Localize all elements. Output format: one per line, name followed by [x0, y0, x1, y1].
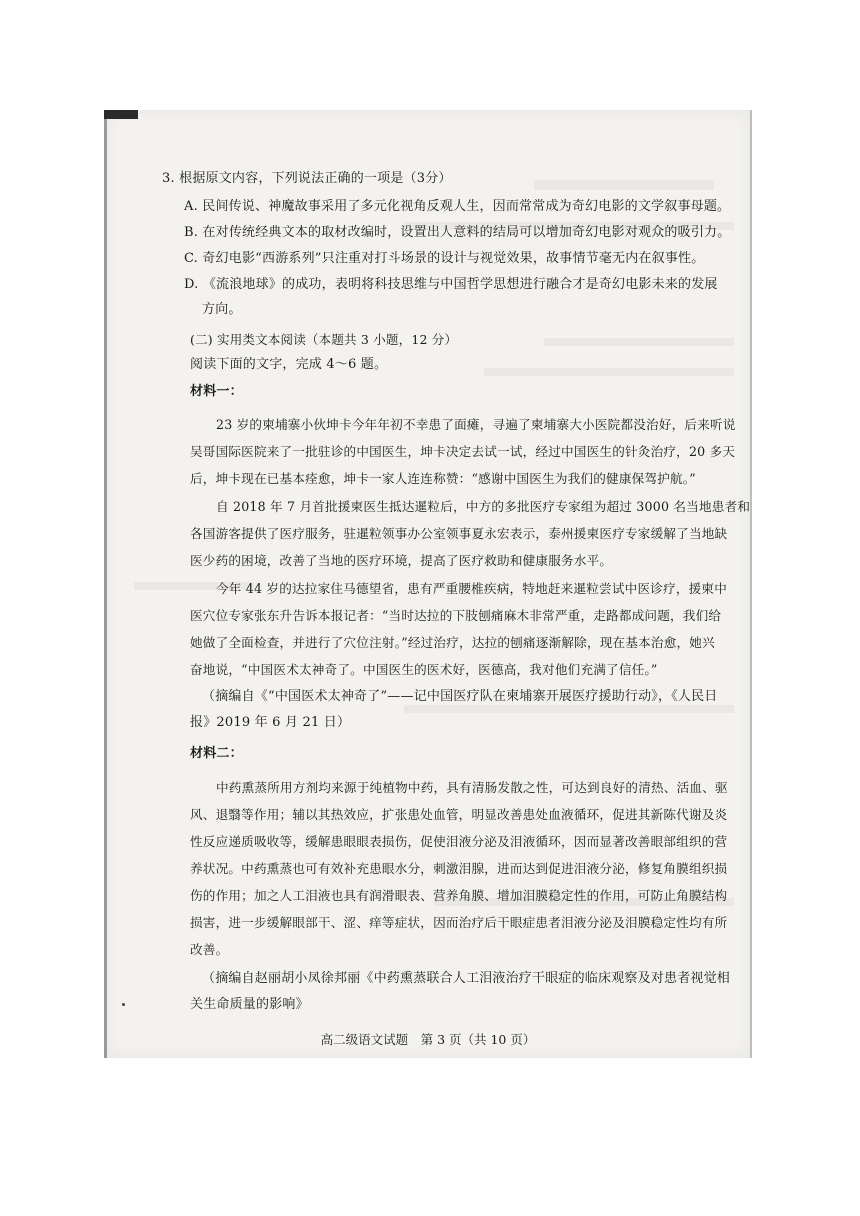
material-2-source: （摘编自赵丽胡小凤徐邦丽《中药熏蒸联合人工泪液治疗干眼症的临床观察及对患者视觉相 [202, 971, 731, 986]
scan-edge-left [104, 110, 107, 1058]
section-heading: (二) 实用类文本阅读（本题共 3 小题，12 分） [190, 332, 458, 347]
page-footer: 高二级语文试题 第 3 页（共 10 页） [320, 1032, 536, 1047]
bleed-through-mark [404, 705, 734, 713]
material-2-line: 中药熏蒸所用方剂均来源于纯植物中药，具有清肠发散之性，可达到良好的清热、活血、驱 [216, 780, 728, 795]
material-1-line: 医少药的困境，改善了当地的医疗环境，提高了医疗救助和健康服务水平。 [190, 553, 613, 568]
material-2-line: 伤的作用；加之人工泪液也具有润滑眼表、营养角膜、增加泪膜稳定性的作用，可防止角膜结构 [190, 888, 728, 903]
bleed-through-mark [544, 338, 734, 346]
bleed-through-mark [484, 368, 734, 376]
material-1-line: 后，坤卡现在已基本痊愈，坤卡一家人连连称赞：“感谢中国医生为我们的健康保驾护航。” [190, 471, 696, 486]
material-1-line: 医穴位专家张东升告诉本报记者：“当时达拉的下肢刨痛麻木非常严重，走路都成问题，我们给 [190, 608, 722, 623]
material-2-source-continued: 关生命质量的影响》 [190, 997, 309, 1012]
material-2-label: 材料二： [190, 746, 243, 761]
scanned-page [104, 110, 752, 1058]
scan-edge-right [750, 110, 752, 1058]
question-3-stem: 3. 根据原文内容，下列说法正确的一项是（3分） [162, 171, 452, 186]
question-3-option-a: A. 民间传说、神魔故事采用了多元化视角反观人生，因而常常成为奇幻电影的文学叙事母题。 [184, 199, 731, 214]
material-1-line: 各国游客提供了医疗服务，驻暹粒领事办公室领事夏永宏表示，泰州援柬医疗专家缓解了当地缺 [190, 526, 728, 541]
question-3-option-b: B. 在对传统经典文本的取材改编时，设置出人意料的结局可以增加奇幻电影对观众的吸引力。 [184, 225, 731, 240]
material-2-line: 改善。 [190, 942, 229, 957]
bleed-through-mark [534, 180, 714, 190]
question-3-option-d: D. 《流浪地球》的成功，表明将科技思维与中国哲学思想进行融合才是奇幻电影未来的发展 [184, 277, 718, 292]
scan-edge-top [104, 110, 138, 119]
material-2-line: 损害，进一步缓解眼部干、涩、痒等症状，因而治疗后干眼症患者泪液分泌及泪膜稳定性均有所 [190, 915, 728, 930]
material-1-line: 今年 44 岁的达拉家住马德望省，患有严重腰椎疾病，特地赶来暹粒尝试中医诊疗，援柬中 [216, 581, 727, 596]
material-1-source-continued: 报》2019 年 6 月 21 日） [190, 715, 351, 730]
material-1-source: （摘编自《“中国医术太神奇了”——记中国医疗队在柬埔寨开展医疗援助行动》，《人民日 [202, 689, 718, 704]
material-1-line: 她做了全面检查，并进行了穴位注射。”经过治疗，达拉的刨痛逐渐解除，现在基本治愈，她兴 [190, 635, 715, 650]
material-1-line: 吴哥国际医院来了一批驻诊的中国医生，坤卡决定去试一试，经过中国医生的针灸治疗，20 多天 [190, 444, 736, 459]
material-2-line: 风、退翳等作用；辅以其热效应，扩张患处血管，明显改善患处血液循环，促进其新陈代谢及炎 [190, 807, 728, 822]
material-1-line: 自 2018 年 7 月首批援柬医生抵达暹粒后，中方的多批医疗专家组为超过 3000 名当地患者和 [216, 499, 751, 514]
material-1-line: 23 岁的柬埔寨小伙坤卡今年年初不幸患了面瘫，寻遍了柬埔寨大小医院都没治好，后来听说 [216, 417, 736, 432]
material-1-line: 奋地说，“中国医术太神奇了。中国医生的医术好，医德高，我对他们充满了信任。” [190, 662, 658, 677]
question-3-option-d-continued: 方向。 [202, 302, 242, 317]
reading-instruction: 阅读下面的文字，完成 4～6 题。 [190, 357, 388, 372]
material-1-label: 材料一： [190, 384, 243, 399]
material-2-line: 性反应递质吸收等，缓解患眼眼表损伤，促使泪液分泌及泪液循环，因而显著改善眼部组织的营 [190, 834, 728, 849]
question-3-option-c: C. 奇幻电影“西游系列”只注重对打斗场景的设计与视觉效果，故事情节毫无内在叙事性。 [184, 251, 705, 266]
material-2-line: 养状况。中药熏蒸也可有效补充患眼水分，刺激泪腺，进而达到促进泪液分泌，修复角膜组织损 [190, 861, 728, 876]
scan-speck [122, 1003, 125, 1006]
